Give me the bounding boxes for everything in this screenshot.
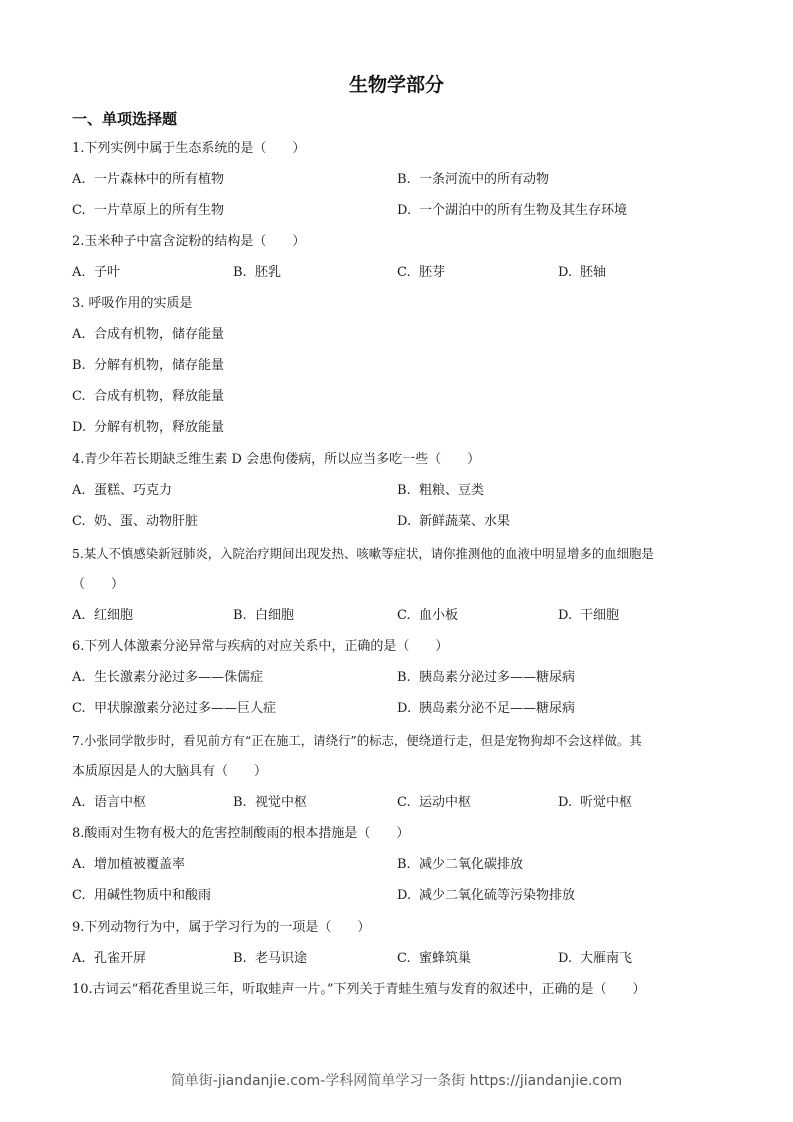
question-stem: 8.酸雨对生物有极大的危害控制酸雨的根本措施是（ ）	[72, 826, 410, 841]
option-b: B. 一条河流中的所有动物	[397, 172, 550, 187]
question-stem: 10.古词云“稻花香里说三年，听取蛙声一片。”下列关于青蛙生殖与发育的叙述中，正确的是（ ）	[72, 982, 646, 997]
option-a: A. 蛋糕、巧克力	[72, 483, 173, 498]
option-c: C. 合成有机物，释放能量	[72, 389, 225, 404]
option-c: C. 运动中枢	[397, 795, 472, 810]
watermark-footer: 简单街-jiandanjie.com-学科网简单学习一条街 https://jiandanjie.com	[170, 1073, 623, 1089]
question-stem: 7.小张同学散步时，看见前方有“正在施工，请绕行”的标志，便绕道行走，但是宠物狗却不会这样做。其	[72, 733, 642, 748]
option-b: B. 胚乳	[233, 265, 282, 280]
option-b: B. 视觉中枢	[233, 795, 308, 810]
option-a: A. 生长激素分泌过多——侏儒症	[72, 670, 264, 685]
option-d: D. 胚轴	[558, 265, 607, 280]
option-a: A. 合成有机物，储存能量	[72, 327, 225, 342]
question-stem: 3. 呼吸作用的实质是	[72, 296, 193, 311]
question-stem: 5.某人不慎感染新冠肺炎，入院治疗期间出现发热、咳嗽等症状，请你推测他的血液中明显增多的血细胞是	[72, 546, 654, 561]
option-c: C. 甲状腺激素分泌过多——巨人症	[72, 701, 277, 716]
option-c: C. 一片草原上的所有生物	[72, 203, 225, 218]
option-c: C. 用碱性物质中和酸雨	[72, 888, 212, 903]
question-stem-continued: 本质原因是人的大脑具有（ ）	[72, 764, 268, 779]
question-stem: 6.下列人体激素分泌异常与疾病的对应关系中，正确的是（ ）	[72, 639, 449, 654]
option-b: B. 粗粮、豆类	[397, 483, 485, 498]
option-d: D. 听觉中枢	[558, 795, 633, 810]
option-a: A. 红细胞	[72, 608, 134, 623]
section-heading: 一、单项选择题	[72, 110, 178, 128]
option-c: C. 胚芽	[397, 265, 446, 280]
question-stem: 2.玉米种子中富含淀粉的结构是（ ）	[72, 234, 306, 249]
option-b: B. 白细胞	[233, 608, 295, 623]
option-c: C. 蜜蜂筑巢	[397, 951, 472, 966]
option-a: A. 增加植被覆盖率	[72, 857, 186, 872]
option-d: D. 大雁南飞	[558, 951, 633, 966]
page-title: 生物学部分	[348, 74, 444, 96]
option-c: C. 血小板	[397, 608, 459, 623]
question-stem-continued: （ ）	[72, 577, 125, 592]
option-d: D. 干细胞	[558, 608, 620, 623]
option-b: B. 胰岛素分泌过多——糖尿病	[397, 670, 576, 685]
option-a: A. 子叶	[72, 265, 121, 280]
option-b: B. 分解有机物，储存能量	[72, 358, 225, 373]
question-stem: 4.青少年若长期缺乏维生素 D 会患佝偻病，所以应当多吃一些（ ）	[72, 452, 481, 467]
option-a: A. 语言中枢	[72, 795, 147, 810]
option-d: D. 胰岛素分泌不足——糖尿病	[397, 701, 576, 716]
option-d: D. 减少二氧化硫等污染物排放	[397, 888, 576, 903]
option-d: D. 新鲜蔬菜、水果	[397, 514, 511, 529]
option-b: B. 老马识途	[233, 951, 308, 966]
option-d: D. 分解有机物，释放能量	[72, 420, 225, 435]
question-stem: 9.下列动物行为中，属于学习行为的一项是（ ）	[72, 920, 371, 935]
question-stem: 1.下列实例中属于生态系统的是（ ）	[72, 141, 306, 156]
option-a: A. 孔雀开屏	[72, 951, 147, 966]
option-c: C. 奶、蛋、动物肝脏	[72, 514, 199, 529]
option-b: B. 减少二氧化碳排放	[397, 857, 524, 872]
option-d: D. 一个湖泊中的所有生物及其生存环境	[397, 203, 628, 218]
option-a: A. 一片森林中的所有植物	[72, 172, 225, 187]
